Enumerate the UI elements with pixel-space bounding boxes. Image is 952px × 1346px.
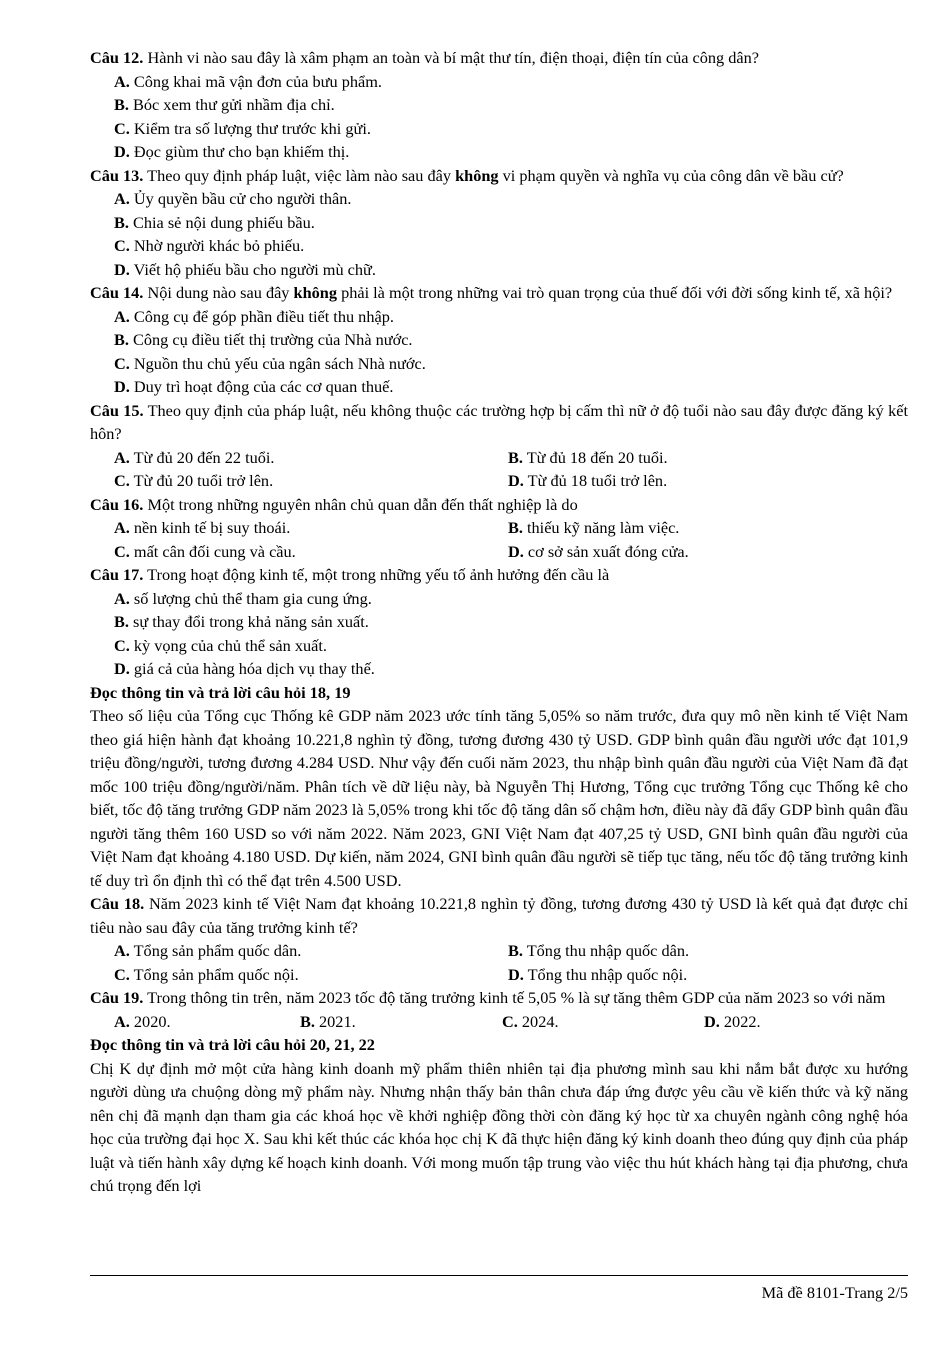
option-b: B. sự thay đổi trong khả năng sản xuất. — [114, 612, 369, 631]
footer-divider — [90, 1275, 908, 1276]
option-row — [90, 469, 908, 493]
option-d: D. Viết hộ phiếu bầu cho người mù chữ. — [114, 259, 376, 279]
question-stem: Câu 14. Nội dung nào sau đây không phải là một trong những vai trò quan trọng của thuế đối với đời sống kinh tế, xã hội? — [90, 283, 893, 302]
option-a: A. Từ đủ 20 đến 22 tuổi. — [114, 447, 275, 467]
option-row — [90, 939, 908, 963]
reading-passage-20-22: Chị K dự định mở một cửa hàng kinh doanh mỹ phẩm thiên nhiên tại địa phương mình sau khi nắm bắt được xu hướng người dùng ưa chuộng dòng mỹ phẩm này. Nhưng nhận thấy bản thân chưa đáp ứng được yêu cầu về kiến thức và kỹ năng nên chị đã mạnh dạn tham gia các khoá học về khởi nghiệp đồng thời còn đăng ký học từ xa chuyên ngành công nghệ hóa học của trường đại học X. Sau khi kết thúc các khóa học chị K đã thực hiện đăng ký kinh doanh theo đúng quy định của pháp luật và tiến hành xây dựng kế hoạch kinh doanh. Với mong muốn tập trung vào việc thu hút khách hàng tại địa phương, chưa chú trọng đến lợi — [90, 1058, 908, 1195]
option-b: B. Bóc xem thư gửi nhầm địa chỉ. — [114, 95, 335, 114]
option-c: C. Từ đủ 20 tuổi trở lên. — [114, 471, 274, 490]
option-b: B. Công cụ điều tiết thị trường của Nhà nước. — [114, 330, 413, 349]
question-18 — [90, 892, 908, 986]
question-label: Câu 18. — [90, 894, 145, 913]
reading-passage-18-19: Theo số liệu của Tổng cục Thống kê GDP năm 2023 ước tính tăng 5,05% so năm trước, đưa quy mô nền kinh tế Việt Nam theo giá hiện hành đạt khoảng 10.221,8 nghìn tỷ đồng, tương đương 430 tỷ USD. GDP bình quân đầu người ước đạt 101,9 triệu đồng/người, tương đương 4.284 USD. Như vậy đến cuối năm 2023, thu nhập bình quân đầu người của Việt Nam đã đạt mốc 100 triệu đồng/người/năm. Phân tích về dữ liệu này, bà Nguyễn Thị Hương, Tổng cục trưởng Tổng cục Thống kê cho biết, tốc độ tăng trưởng GDP năm 2023 là 5,05% trong khi tốc độ tăng dân số chậm hơn, điều này đã đẩy GDP bình quân đầu người tăng thêm 160 USD so với năm 2022. Năm 2023, GNI Việt Nam đạt 407,25 tỷ USD, GNI bình quân đầu người của Việt Nam đạt khoảng 4.180 USD. Dự kiến, năm 2024, GNI bình quân đầu người sẽ tiếp tục tăng, nếu tốc độ tăng trưởng kinh tế duy trì ổn định thì có thể đạt trên 4.500 USD. — [90, 706, 908, 890]
question-label: Câu 12. — [90, 48, 144, 67]
question-17 — [90, 563, 908, 681]
option-c: C. kỳ vọng của chủ thể sản xuất. — [114, 635, 327, 655]
option-c: C. Nguồn thu chủ yếu của ngân sách Nhà nước. — [114, 353, 426, 373]
question-label: Câu 17. — [90, 565, 144, 584]
question-19 — [90, 986, 908, 1033]
question-13 — [90, 164, 908, 282]
option-d: D. giá cả của hàng hóa dịch vụ thay thế. — [114, 659, 375, 678]
question-14 — [90, 281, 908, 399]
option-d: D. Tổng thu nhập quốc nội. — [508, 964, 688, 984]
option-a: A. nền kinh tế bị suy thoái. — [114, 518, 291, 537]
question-stem: Câu 17. Trong hoạt động kinh tế, một trong những yếu tố ảnh hưởng đến cầu là — [90, 565, 610, 584]
option-d: D. cơ sở sản xuất đóng cửa. — [508, 541, 689, 561]
option-d: D. 2022. — [704, 1011, 761, 1031]
option-d: D. Đọc giùm thư cho bạn khiếm thị. — [114, 142, 350, 161]
option-d: D. Từ đủ 18 tuổi trở lên. — [508, 471, 668, 490]
option-row — [90, 963, 908, 987]
option-b: B. Từ đủ 18 đến 20 tuổi. — [508, 447, 668, 467]
page-footer: Mã đề 8101-Trang 2/5 — [761, 1283, 908, 1302]
option-a: A. số lượng chủ thể tham gia cung ứng. — [114, 588, 372, 608]
exam-page — [90, 46, 908, 1198]
question-label: Câu 14. — [90, 283, 144, 302]
option-c: C. Kiểm tra số lượng thư trước khi gửi. — [114, 118, 371, 138]
reading-heading-18-19: Đọc thông tin và trả lời câu hỏi 18, 19 — [90, 682, 351, 702]
question-label: Câu 13. — [90, 165, 144, 185]
question-label: Câu 15. — [90, 400, 144, 420]
option-row — [90, 1010, 908, 1034]
option-a: A. 2020. — [114, 1011, 171, 1031]
question-stem: Câu 19. Trong thông tin trên, năm 2023 tốc độ tăng trưởng kinh tế 5,05 % là sự tăng thêm GDP của năm 2023 so với năm — [90, 988, 886, 1007]
option-a: A. Ủy quyền bầu cử cho người thân. — [114, 189, 352, 208]
option-c: C. mất cân đối cung và cầu. — [114, 541, 296, 561]
option-c: C. 2024. — [502, 1011, 559, 1031]
option-b: B. 2021. — [300, 1011, 356, 1031]
option-a: A. Tổng sản phẩm quốc dân. — [114, 941, 302, 960]
option-a: A. Công khai mã vận đơn của bưu phẩm. — [114, 71, 382, 91]
option-b: B. Chia sẻ nội dung phiếu bầu. — [114, 212, 315, 232]
option-b: B. Tổng thu nhập quốc dân. — [508, 941, 690, 960]
option-b: B. thiếu kỹ năng làm việc. — [508, 518, 680, 537]
option-c: C. Nhờ người khác bỏ phiếu. — [114, 236, 305, 255]
option-row — [90, 516, 908, 540]
question-15 — [90, 399, 908, 493]
question-stem: Câu 16. Một trong những nguyên nhân chủ quan dẫn đến thất nghiệp là do — [90, 494, 578, 514]
question-12 — [90, 46, 908, 164]
question-stem: Câu 12. Hành vi nào sau đây là xâm phạm an toàn và bí mật thư tín, điện thoại, điện tín của công dân? — [90, 48, 759, 67]
option-row — [90, 540, 908, 564]
option-c: C. Tổng sản phẩm quốc nội. — [114, 964, 299, 984]
question-16 — [90, 493, 908, 564]
question-stem: Câu 18. Năm 2023 kinh tế Việt Nam đạt khoảng 10.221,8 nghìn tỷ đồng, tương đương 430 tỷ USD là kết quả đạt được chỉ tiêu nào sau đây của tăng trưởng kinh tế? — [90, 894, 908, 937]
option-row — [90, 446, 908, 470]
question-stem: Câu 13. Theo quy định pháp luật, việc làm nào sau đây không vi phạm quyền và nghĩa vụ của công dân về bầu cử? — [90, 165, 844, 185]
option-d: D. Duy trì hoạt động của các cơ quan thuế. — [114, 377, 394, 396]
option-a: A. Công cụ để góp phần điều tiết thu nhập. — [114, 306, 394, 326]
reading-heading-20-22: Đọc thông tin và trả lời câu hỏi 20, 21, 22 — [90, 1035, 375, 1054]
question-stem: Câu 15. Theo quy định của pháp luật, nếu không thuộc các trường hợp bị cấm thì nữ ở độ tuổi nào sau đây được đăng ký kết hôn? — [90, 400, 908, 443]
question-label: Câu 19. — [90, 988, 144, 1007]
question-label: Câu 16. — [90, 494, 144, 514]
